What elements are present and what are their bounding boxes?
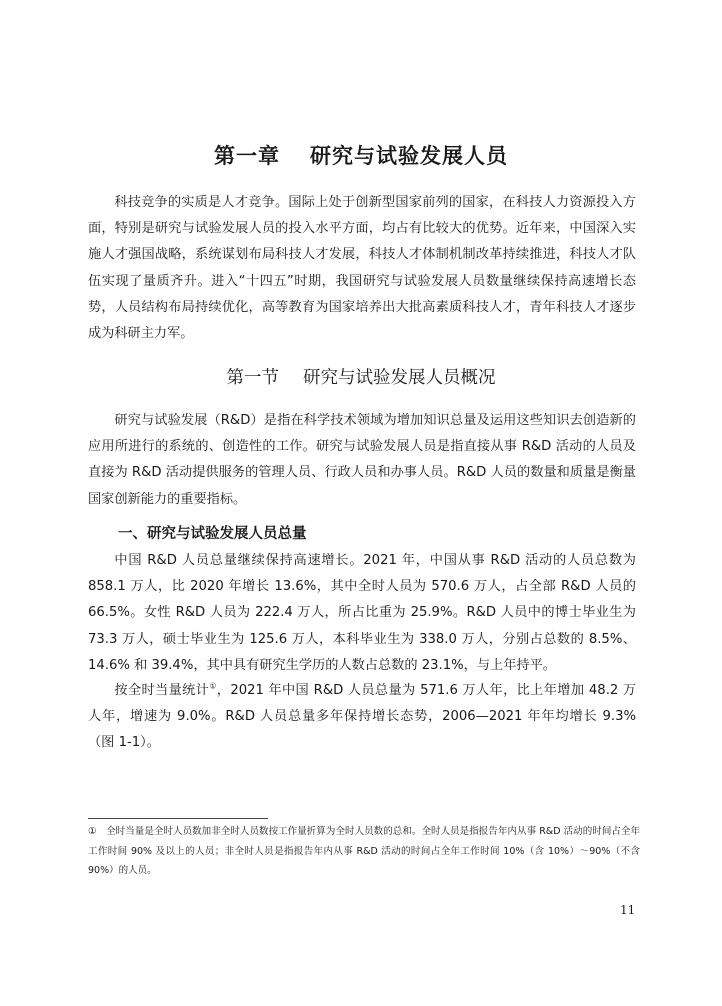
section-name: 研究与试验发展人员概况 (303, 368, 496, 388)
chapter-name: 研究与试验发展人员 (310, 143, 508, 168)
subsection-title: 一、研究与试验发展人员总量 (118, 526, 307, 542)
intro-paragraph: 科技竞争的实质是人才竞争。国际上处于创新型国家前列的国家，在科技人力资源投入方面，特别是研究与试验发展人员的投入水平方面，均占有比较大的优势。近年来，中国深入实施人才强国战略，系统谋划布局科技人才发展，科技人才体制机制改革持续推进，科技人才队伍实现了量质齐升。进入“十四五”时期，我国研究与试验发展人员数量继续保持高速增长态势，人员结构布局持续优化，高等教育为国家培养出大批高素质科技人才，青年科技人才逐步成为科研主力军。 (88, 195, 636, 342)
footnote: ① 全时当量是全时人员数加非全时人员数按工作量折算为全时人员数的总和。全时人员是指报告年内从事 R&D 活动的时间占全年工作时间 90% 及以上的人员；非全时人员是指报告年内从事 R&D 活动的时间占全年工作时间 10%（含 10%）～90%（不含 90%）的人员。 (88, 826, 640, 876)
body-paragraph-2 (88, 678, 636, 757)
chapter-title (0, 140, 722, 170)
footnote-reference[interactable]: ① (209, 681, 217, 691)
footnote-divider (88, 818, 268, 819)
section-number: 第一节 (226, 368, 279, 388)
body-paragraph-2-rest: ，2021 年中国 R&D 人员总量为 571.6 万人年，比上年增加 48.2 万人年，增速为 9.0%。R&D 人员总量多年保持增长态势，2006—2021 年年均增长 9.3%（图 1-1）。 (88, 683, 637, 751)
section-title (0, 364, 722, 389)
chapter-number: 第一章 (214, 143, 280, 168)
body-paragraph-2-start: 按全时当量统计 (114, 683, 210, 698)
page-number: 11 (620, 903, 636, 917)
body-paragraph-1: 中国 R&D 人员总量继续保持高速增长。2021 年，中国从事 R&D 活动的人员总数为 858.1 万人，比 2020 年增长 13.6%，其中全时人员为 570.6 万人，占全部 R&D 人员的 66.5%。女性 R&D 人员为 222.4 万人，所占比重为 25.9%。R&D 人员中的博士毕业生为 73.3 万人，硕士毕业生为 125.6 万人，本科毕业生为 338.0 万人，分别占总数的 8.5%、14.6% 和 39.4%，其中具有研究生学历的人数占总数的 23.1%，与上年持平。 (88, 553, 636, 673)
section-paragraph: 研究与试验发展（R&D）是指在科学技术领域为增加知识总量及运用这些知识去创造新的应用所进行的系统的、创造性的工作。研究与试验发展人员是指直接从事 R&D 活动的人员及直接为 R&D 活动提供服务的管理人员、行政人员和办事人员。R&D 人员的数量和质量是衡量国家创新能力的重要指标。 (88, 413, 636, 507)
